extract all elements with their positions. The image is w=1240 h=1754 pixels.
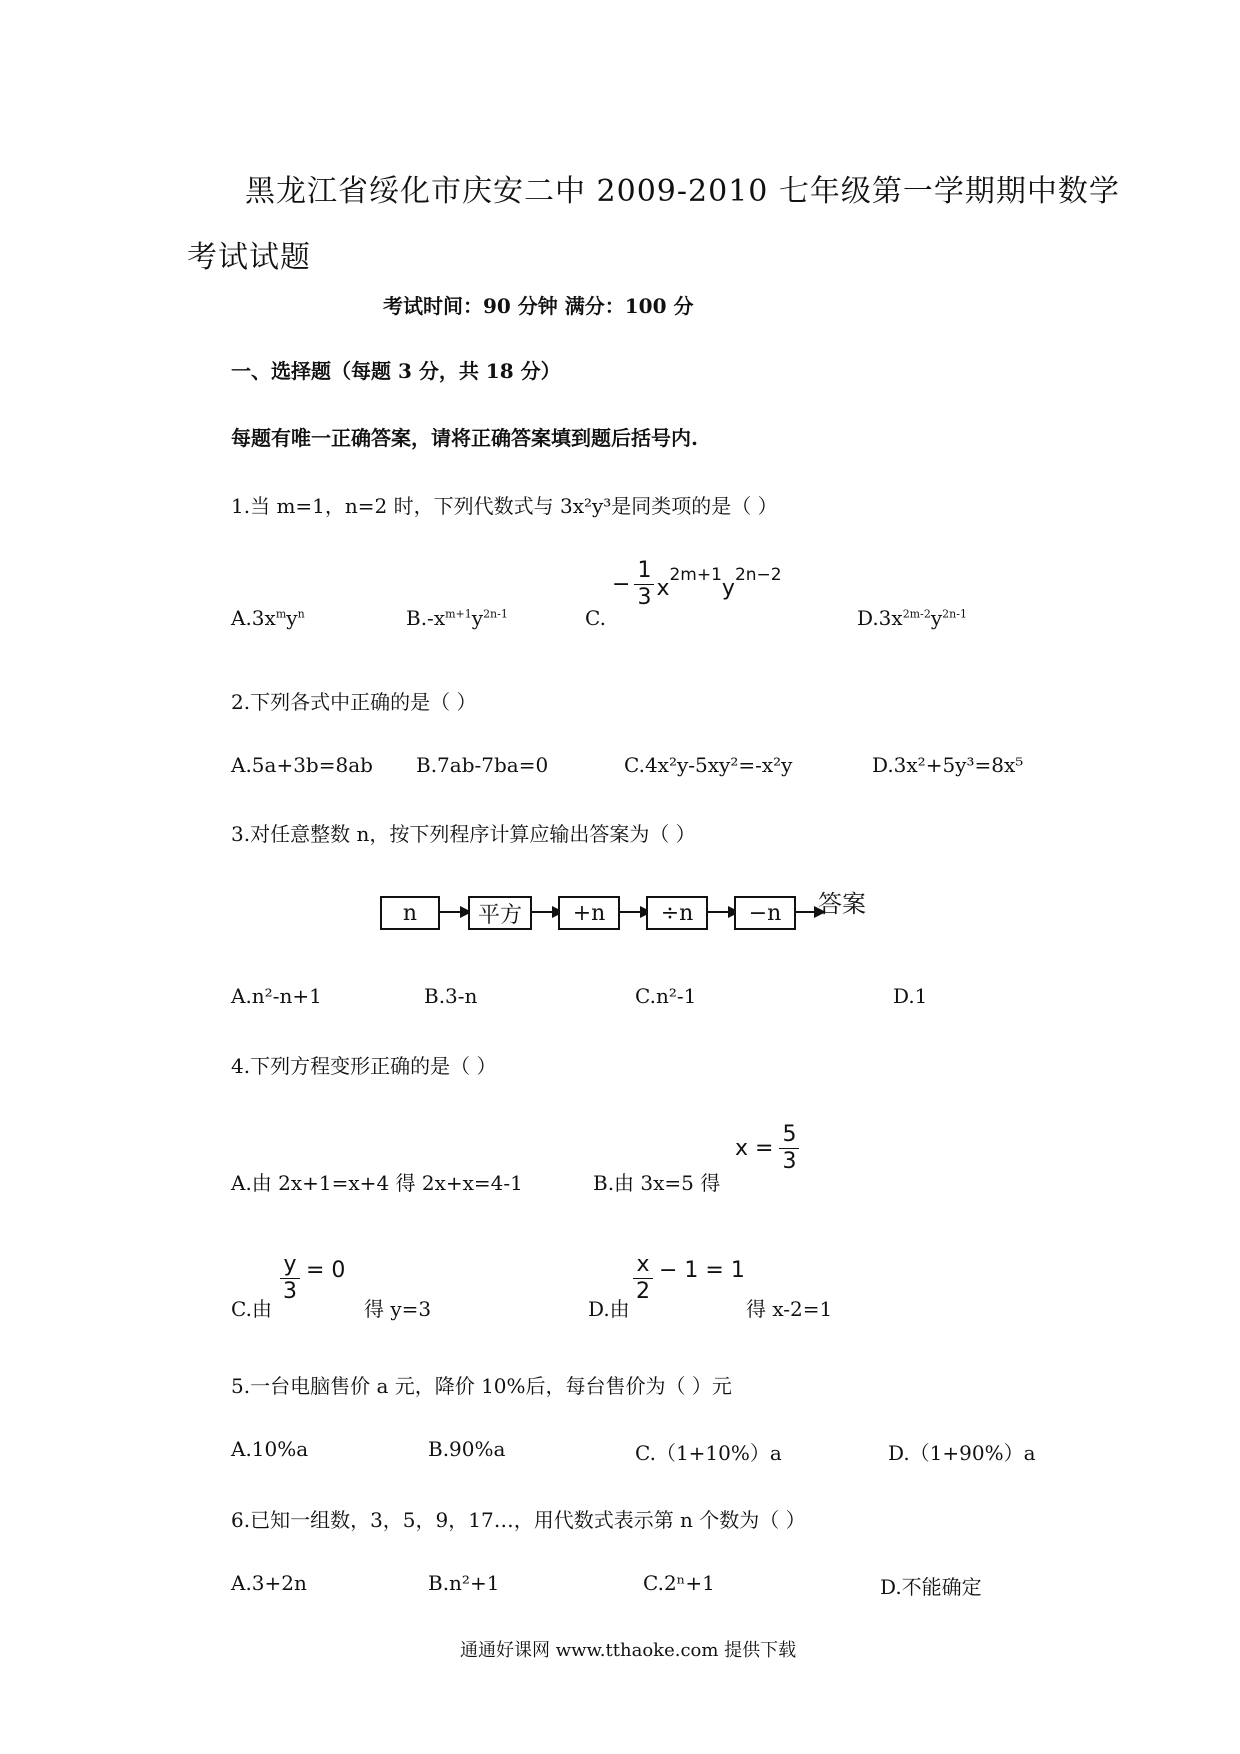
flow-arrow-line-5 [794, 911, 816, 913]
q1-b-mid: y [471, 606, 484, 630]
question-5: 5.一台电脑售价 a 元，降价 10%后，每台售价为（ ）元 [231, 1374, 732, 1398]
q1-c-sup2: 2n−2 [734, 564, 782, 585]
q1-b-sup2: 2n-1 [483, 607, 508, 621]
q4-option-c-result: 得 y=3 [364, 1297, 432, 1321]
q1-option-a [231, 606, 305, 630]
q1-option-b [406, 606, 508, 630]
q4-option-b: B.由 3x=5 得 [593, 1171, 721, 1195]
q1-b-text: B.-x [406, 606, 446, 630]
question-2: 2.下列各式中正确的是（ ） [231, 690, 477, 714]
q4-option-c-expression [280, 1254, 345, 1303]
q2-option-d: D.3x²+5y³=8x⁵ [872, 753, 1024, 777]
q5-option-a: A.10%a [231, 1437, 309, 1461]
q4-option-c-prefix: C.由 [231, 1297, 272, 1321]
question-1: 1.当 m=1，n=2 时，下列代数式与 3x²y³是同类项的是（ ） [231, 494, 778, 518]
q1-a-sup1: m [275, 607, 287, 621]
q4-c-eq: = 0 [306, 1258, 346, 1283]
q2-option-b: B.7ab-7ba=0 [416, 753, 549, 777]
q1-c-x: x [656, 576, 670, 601]
flow-output-label: 答案 [818, 890, 866, 918]
q3-option-b: B.3-n [424, 984, 478, 1008]
exam-info: 考试时间：90 分钟 满分：100 分 [383, 294, 694, 318]
flow-arrow-line-1 [438, 911, 462, 913]
q4-option-d-result: 得 x-2=1 [746, 1297, 833, 1321]
q4-option-a: A.由 2x+1=x+4 得 2x+x=4-1 [231, 1171, 523, 1195]
q1-a-sup2: n [297, 607, 305, 621]
flow-arrow-line-3 [618, 911, 642, 913]
q1-c-sup1: 2m+1 [669, 564, 722, 585]
q1-a-mid: y [286, 606, 298, 630]
flow-arrow-line-4 [706, 911, 730, 913]
q6-option-b: B.n²+1 [428, 1571, 500, 1595]
flow-arrow-line-2 [530, 911, 554, 913]
q4-d-eq: − 1 = 1 [659, 1258, 745, 1283]
question-4: 4.下列方程变形正确的是（ ） [231, 1054, 497, 1078]
title-line-2: 考试试题 [187, 240, 311, 275]
q6-option-a: A.3+2n [231, 1571, 307, 1595]
q1-c-y: y [721, 576, 735, 601]
q1-option-c-label: C. [585, 606, 606, 630]
q6-option-d: D.不能确定 [880, 1575, 982, 1599]
question-6: 6.已知一组数，3，5，9，17…，用代数式表示第 n 个数为（ ） [231, 1508, 806, 1532]
flow-box-minus-n: −n [734, 896, 796, 930]
q1-c-den: 3 [637, 585, 652, 610]
flow-box-plus-n: +n [558, 896, 620, 930]
q4-d-num: x [633, 1254, 652, 1279]
q1-a-text: A.3x [231, 606, 276, 630]
q4-c-fraction [280, 1254, 300, 1303]
q4-b-den: 3 [782, 1149, 797, 1174]
q1-c-fraction [634, 560, 654, 609]
q1-d-sup1: 2m-2 [902, 607, 931, 621]
q5-option-c: C.（1+10%）a [635, 1441, 782, 1465]
q3-option-c: C.n²-1 [635, 984, 697, 1008]
q3-option-d: D.1 [893, 984, 928, 1008]
q1-d-mid: y [930, 606, 943, 630]
q1-c-minus: − [612, 572, 631, 597]
instruction: 每题有唯一正确答案，请将正确答案填到题后括号内. [231, 426, 698, 450]
q4-c-num: y [280, 1254, 299, 1279]
q5-option-b: B.90%a [428, 1437, 506, 1461]
title-line-1: 黑龙江省绥化市庆安二中 2009-2010 七年级第一学期期中数学 [245, 174, 1120, 209]
q1-option-c-expression [612, 560, 782, 609]
q1-c-num: 1 [634, 560, 654, 585]
q4-option-d-expression [633, 1254, 745, 1303]
q4-option-b-result [735, 1124, 799, 1173]
q4-c-den: 3 [283, 1279, 297, 1304]
q2-option-c: C.4x²y-5xy²=-x²y [624, 753, 793, 777]
flow-box-square: 平方 [468, 896, 532, 930]
q4-b-x: x = [735, 1136, 774, 1161]
footer-source: 通通好课网 www.tthaoke.com 提供下载 [460, 1640, 797, 1661]
q4-d-fraction [633, 1254, 653, 1303]
q4-option-d-prefix: D.由 [588, 1297, 630, 1321]
q3-option-a: A.n²-n+1 [231, 984, 322, 1008]
q5-option-d: D.（1+90%）a [888, 1441, 1036, 1465]
section-heading: 一、选择题（每题 3 分，共 18 分） [231, 359, 561, 383]
flow-box-divide-n: ÷n [646, 896, 708, 930]
q4-b-num: 5 [779, 1124, 799, 1149]
question-3: 3.对任意整数 n，按下列程序计算应输出答案为（ ） [231, 822, 696, 846]
q6-option-c: C.2ⁿ+1 [643, 1571, 715, 1595]
q1-d-text: D.3x [857, 606, 903, 630]
flow-box-n: n [380, 896, 440, 930]
q1-option-d [857, 606, 967, 630]
q4-b-fraction [779, 1124, 799, 1173]
q2-option-a: A.5a+3b=8ab [231, 753, 373, 777]
q1-d-sup2: 2n-1 [942, 607, 967, 621]
q4-d-den: 2 [636, 1279, 650, 1304]
q1-b-sup1: m+1 [445, 607, 472, 621]
